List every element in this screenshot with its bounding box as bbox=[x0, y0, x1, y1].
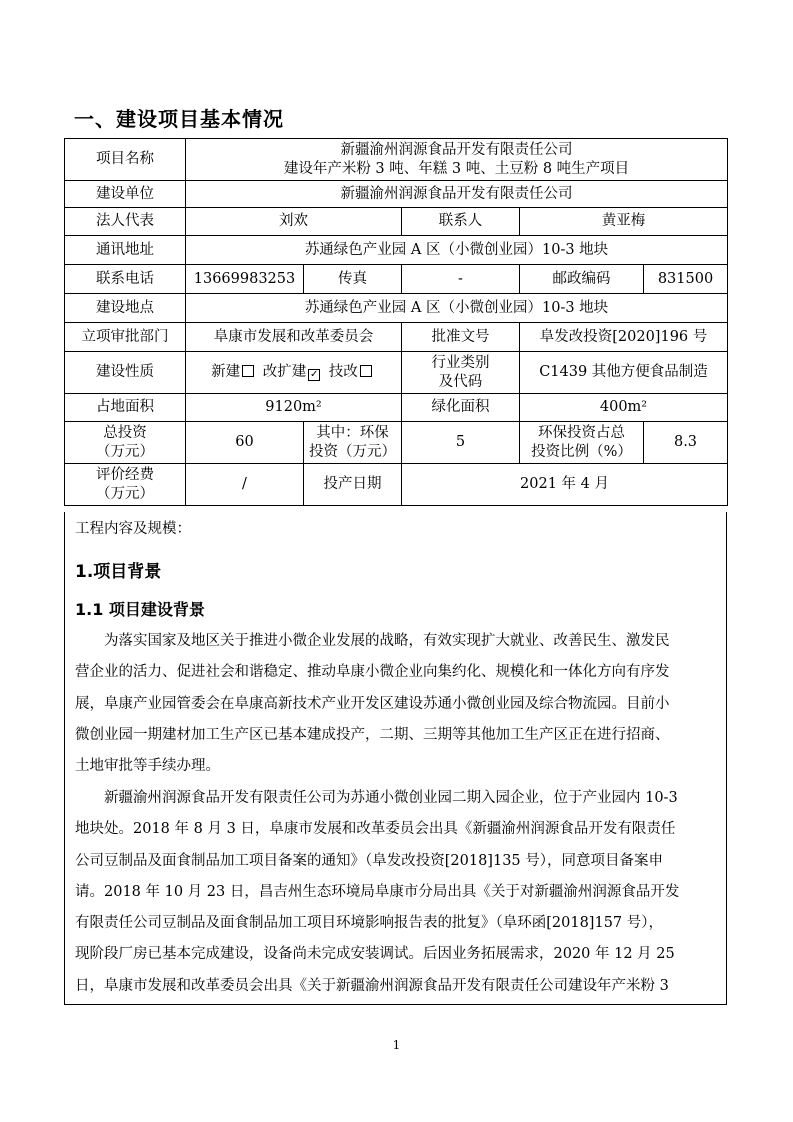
env-ratio-value: 8.3 bbox=[644, 422, 728, 464]
green-label: 绿化面积 bbox=[402, 394, 520, 422]
paragraph-line: 微创业园一期建材加工生产区已基本建成投产，二期、三期等其他加工生产区正在进行招商、 bbox=[75, 726, 670, 743]
postcode-value: 831500 bbox=[644, 265, 728, 294]
table-row bbox=[65, 352, 728, 394]
section-1-1-heading: 1.1 项目建设背景 bbox=[75, 600, 205, 619]
table-row bbox=[65, 394, 728, 422]
address-value: 苏通绿色产业园 A 区（小微创业园）10-3 地块 bbox=[186, 236, 728, 265]
phone-value: 13669983253 bbox=[186, 265, 304, 294]
env-inv-label bbox=[304, 422, 402, 464]
project-name-line-2: 建设年产米粉 3 吨、年糕 3 吨、土豆粉 8 吨生产项目 bbox=[283, 160, 630, 177]
nature-expand-label: 改扩建 bbox=[262, 364, 307, 380]
green-value: 400m² bbox=[520, 394, 728, 422]
builder-label: 建设单位 bbox=[65, 181, 186, 208]
project-name-value bbox=[186, 139, 728, 181]
paragraph-line: 为落实国家及地区关于推进小微企业发展的战略，有效实现扩大就业、改善民生、激发民 bbox=[104, 633, 670, 649]
project-name-label: 项目名称 bbox=[65, 139, 186, 181]
prod-date-value: 2021 年 4 月 bbox=[402, 464, 728, 506]
approval-dept-label: 立项审批部门 bbox=[65, 323, 186, 352]
page-heading: 一、建设项目基本情况 bbox=[74, 107, 284, 131]
fax-label: 传真 bbox=[304, 265, 402, 294]
table-row bbox=[65, 139, 728, 181]
background-paragraph-2 bbox=[75, 783, 715, 1002]
area-label: 占地面积 bbox=[65, 394, 186, 422]
nature-expand-checkbox[interactable]: ✓ bbox=[310, 369, 319, 380]
env-inv-label-line-1: 其中：环保 bbox=[316, 424, 389, 441]
env-ratio-label-line-1: 环保投资占总 bbox=[538, 424, 625, 441]
project-name-line-1: 新疆渝州润源食品开发有限责任公司 bbox=[340, 141, 573, 158]
paragraph-line: 公司豆制品及面食制品加工项目备案的通知》（阜发改投资[2018]135 号），同意项目备案申 bbox=[75, 852, 663, 869]
total-inv-label-line-1: 总投资 bbox=[103, 424, 147, 441]
table-row bbox=[65, 294, 728, 323]
nature-label: 建设性质 bbox=[65, 352, 186, 394]
total-inv-label bbox=[65, 422, 186, 464]
approval-dept-value: 阜康市发展和改革委员会 bbox=[186, 323, 402, 352]
paragraph-line: 请。2018 年 10 月 23 日，昌吉州生态环境局阜康市分局出具《关于对新疆渝州润源食品开发 bbox=[75, 883, 680, 900]
nature-options bbox=[186, 352, 402, 394]
industry-label-line-1: 行业类别 bbox=[431, 354, 490, 371]
paragraph-line: 营企业的活力、促进社会和谐稳定、推动阜康小微企业向集约化、规模化和一体化方向有序发 bbox=[75, 664, 670, 681]
site-label: 建设地点 bbox=[65, 294, 186, 323]
table-row bbox=[65, 323, 728, 352]
scope-label: 工程内容及规模： bbox=[75, 521, 191, 537]
area-value: 9120m² bbox=[186, 394, 402, 422]
nature-tech-checkbox[interactable] bbox=[360, 365, 372, 377]
section-1-heading: 1.项目背景 bbox=[75, 562, 162, 582]
nature-new-label: 新建 bbox=[211, 364, 241, 380]
legal-rep-value: 刘欢 bbox=[186, 208, 402, 236]
paragraph-line: 现阶段厂房已基本完成建设，设备尚未完成安装调试。后因业务拓展需求，2020 年 12 月 25 bbox=[75, 946, 675, 963]
paragraph-line: 土地审批等手续办理。 bbox=[75, 758, 220, 775]
env-ratio-label-line-2: 投资比例（%） bbox=[531, 443, 632, 460]
industry-label bbox=[402, 352, 520, 394]
env-inv-value: 5 bbox=[402, 422, 520, 464]
background-paragraph-1 bbox=[75, 626, 715, 782]
project-info-table bbox=[64, 138, 728, 506]
env-inv-label-line-2: 投资（万元） bbox=[309, 443, 396, 460]
table-row bbox=[65, 236, 728, 265]
contact-label: 联系人 bbox=[402, 208, 520, 236]
builder-value: 新疆渝州润源食品开发有限责任公司 bbox=[186, 181, 728, 208]
prod-date-label: 投产日期 bbox=[304, 464, 402, 506]
site-value: 苏通绿色产业园 A 区（小微创业园）10-3 地块 bbox=[186, 294, 728, 323]
fax-value: - bbox=[402, 265, 520, 294]
industry-value: C1439 其他方便食品制造 bbox=[520, 352, 728, 394]
table-row bbox=[65, 181, 728, 208]
eval-fee-value: / bbox=[186, 464, 304, 506]
legal-rep-label: 法人代表 bbox=[65, 208, 186, 236]
nature-new-checkbox[interactable] bbox=[242, 365, 254, 377]
industry-label-line-2: 及代码 bbox=[438, 373, 483, 390]
table-row bbox=[65, 265, 728, 294]
page-number: 1 bbox=[392, 1038, 401, 1052]
total-inv-value: 60 bbox=[186, 422, 304, 464]
postcode-label: 邮政编码 bbox=[520, 265, 644, 294]
paragraph-line: 新疆渝州润源食品开发有限责任公司为苏通小微创业园二期入园企业，位于产业园内 10-3 bbox=[104, 790, 678, 806]
paragraph-line: 有限责任公司豆制品及面食制品加工项目环境影响报告表的批复》（阜环函[2018]157 号）， bbox=[75, 915, 663, 932]
paragraph-line: 展，阜康产业园管委会在阜康高新技术产业开发区建设苏通小微创业园及综合物流园。目前小 bbox=[75, 695, 670, 712]
table-row bbox=[65, 464, 728, 506]
eval-fee-label bbox=[65, 464, 186, 506]
approval-no-value: 阜发改投资[2020]196 号 bbox=[520, 323, 728, 352]
paragraph-line: 地块处。2018 年 8 月 3 日，阜康市发展和改革委员会出具《新疆渝州润源食品开发有限责任 bbox=[75, 821, 676, 838]
nature-tech-label: 技改 bbox=[328, 364, 358, 380]
table-row bbox=[65, 422, 728, 464]
table-row bbox=[65, 208, 728, 236]
phone-label: 联系电话 bbox=[65, 265, 186, 294]
eval-fee-label-line-1: 评价经费 bbox=[96, 466, 154, 483]
eval-fee-label-line-2: （万元） bbox=[96, 485, 154, 502]
paragraph-line: 日，阜康市发展和改革委员会出具《关于新疆渝州润源食品开发有限责任公司建设年产米粉 3 bbox=[75, 977, 669, 994]
address-label: 通讯地址 bbox=[65, 236, 186, 265]
env-ratio-label bbox=[520, 422, 644, 464]
contact-value: 黄亚梅 bbox=[520, 208, 728, 236]
total-inv-label-line-2: （万元） bbox=[96, 443, 154, 460]
approval-no-label: 批准文号 bbox=[402, 323, 520, 352]
